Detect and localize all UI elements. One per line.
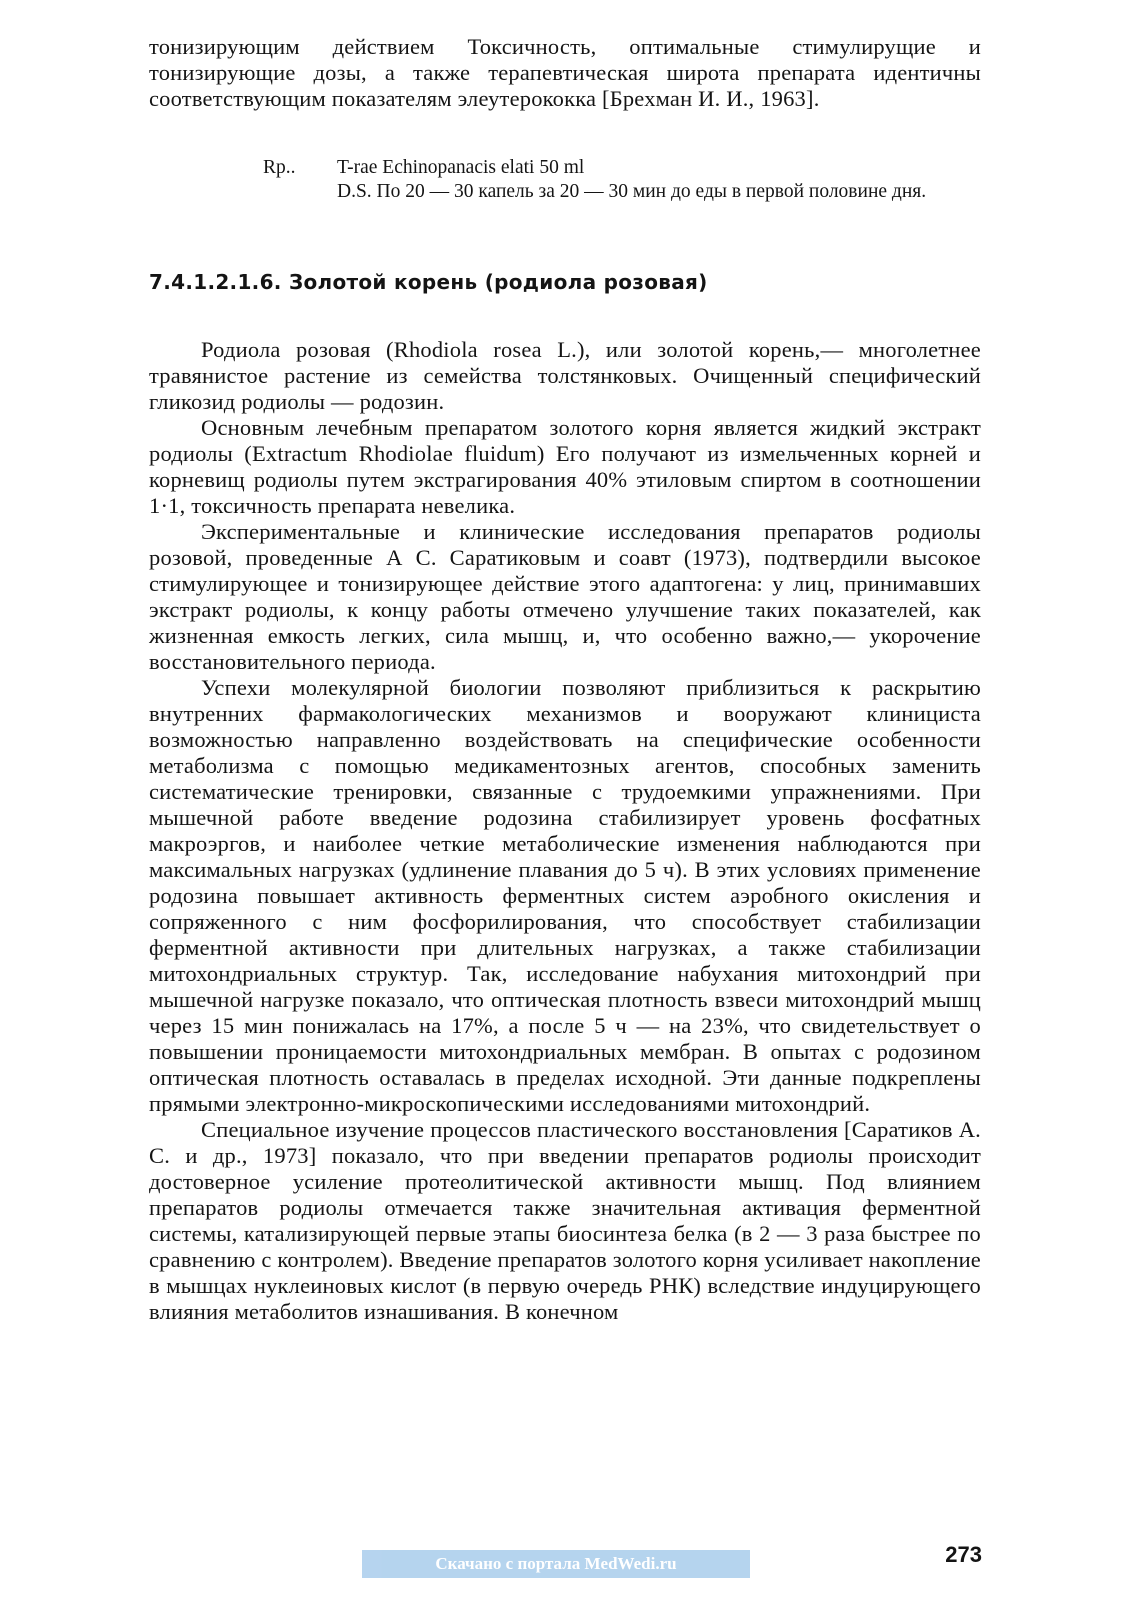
paragraph-5: Специальное изучение процессов пластического восстановления [Саратиков А. С. и др., 1973] показало, что при введении препаратов родиолы происходит достоверное усиление протеолитической активности мышц. Под влиянием препаратов родиолы отмечается также значительная активация ферментной системы, катализирующей первые этапы биосинтеза белка (в 2 — 3 раза быстрее по сравнению с контролем). Введение препаратов золотого корня усиливает накопление в мышцах нуклеиновых кислот (в первую очередь РНК) вследствие индуцирующего влияния метаболитов изнашивания. В конечном (149, 1117, 981, 1324)
section-heading: 7.4.1.2.1.6. Золотой корень (родиола розовая) (149, 270, 708, 294)
page-footer (0, 1542, 1131, 1576)
paragraph-2: Основным лечебным препаратом золотого корня является жидкий экстракт родиолы (Extractum Rhodiolae fluidum) Его получают из измельченных корней и корневищ родиолы путем экстрагирования 40% этиловым спиртом в соотношении 1·1, токсичность препарата невелика. (149, 415, 981, 518)
prescription (149, 156, 981, 204)
page-body (149, 34, 981, 1325)
prescription-line-2: D.S. По 20 — 30 капель за 20 — 30 мин до еды в первой половине дня. (337, 181, 927, 202)
prescription-label: Rp.. (263, 157, 296, 178)
paragraph-3: Экспериментальные и клинические исследования препаратов родиолы розовой, проведенные А С. Саратиковым и соавт (1973), подтвердили высокое стимулирующее и тонизирующее действие этого адаптогена: у лиц, принимавших экстракт родиолы, к концу работы отмечено улучшение таких показателей, как жизненная емкость легких, сила мышц, и, что особенно важно,— укорочение восстановительного периода. (149, 519, 981, 674)
paragraph-4: Успехи молекулярной биологии позволяют приблизиться к раскрытию внутренних фармакологических механизмов и вооружают клинициста возможностью направленно воздействовать на специфические особенности метаболизма с помощью медикаментозных агентов, способных заменить систематические тренировки, связанные с трудоемкими упражнениями. При мышечной работе введение родозина стабилизирует уровень фосфатных макроэргов, и наиболее четкие метаболические изменения наблюдаются при максимальных нагрузках (удлинение плавания до 5 ч). В этих условиях применение родозина повышает активность ферментных систем аэробного окисления и сопряженного с ним фосфорилирования, что способствует стабилизации ферментной активности при длительных нагрузках, а также стабилизации митохондриальных структур. Так, исследование набухания митохондрий при мышечной нагрузке показало, что оптическая плотность взвеси митохондрий мышц через 15 мин понижалась на 17%, а после 5 ч — на 23%, что свидетельствует о повышении проницаемости митохондриальных мембран. В опытах с родозином оптическая плотность оставалась в пределах исходной. Эти данные подкреплены прямыми электронно-микроскопическими исследованиями митохондрий. (149, 675, 981, 1116)
page-number: 273 (945, 1542, 982, 1567)
watermark-banner: Скачано с портала MedWedi.ru (362, 1550, 750, 1578)
prescription-line-1: T-rae Echinopanacis elati 50 ml (337, 157, 585, 178)
intro-paragraph: тонизирующим действием Токсичность, оптимальные стимулирущие и тонизирующие дозы, а также терапевтическая широта препарата идентичны соответствующим показателям элеутерококка [Брехман И. И., 1963]. (149, 34, 981, 111)
paragraph-1: Родиола розовая (Rhodiola rosea L.), или золотой корень,— многолетнее травянистое растение из семейства толстянковых. Очищенный специфический гликозид родиолы — родозин. (149, 337, 981, 414)
